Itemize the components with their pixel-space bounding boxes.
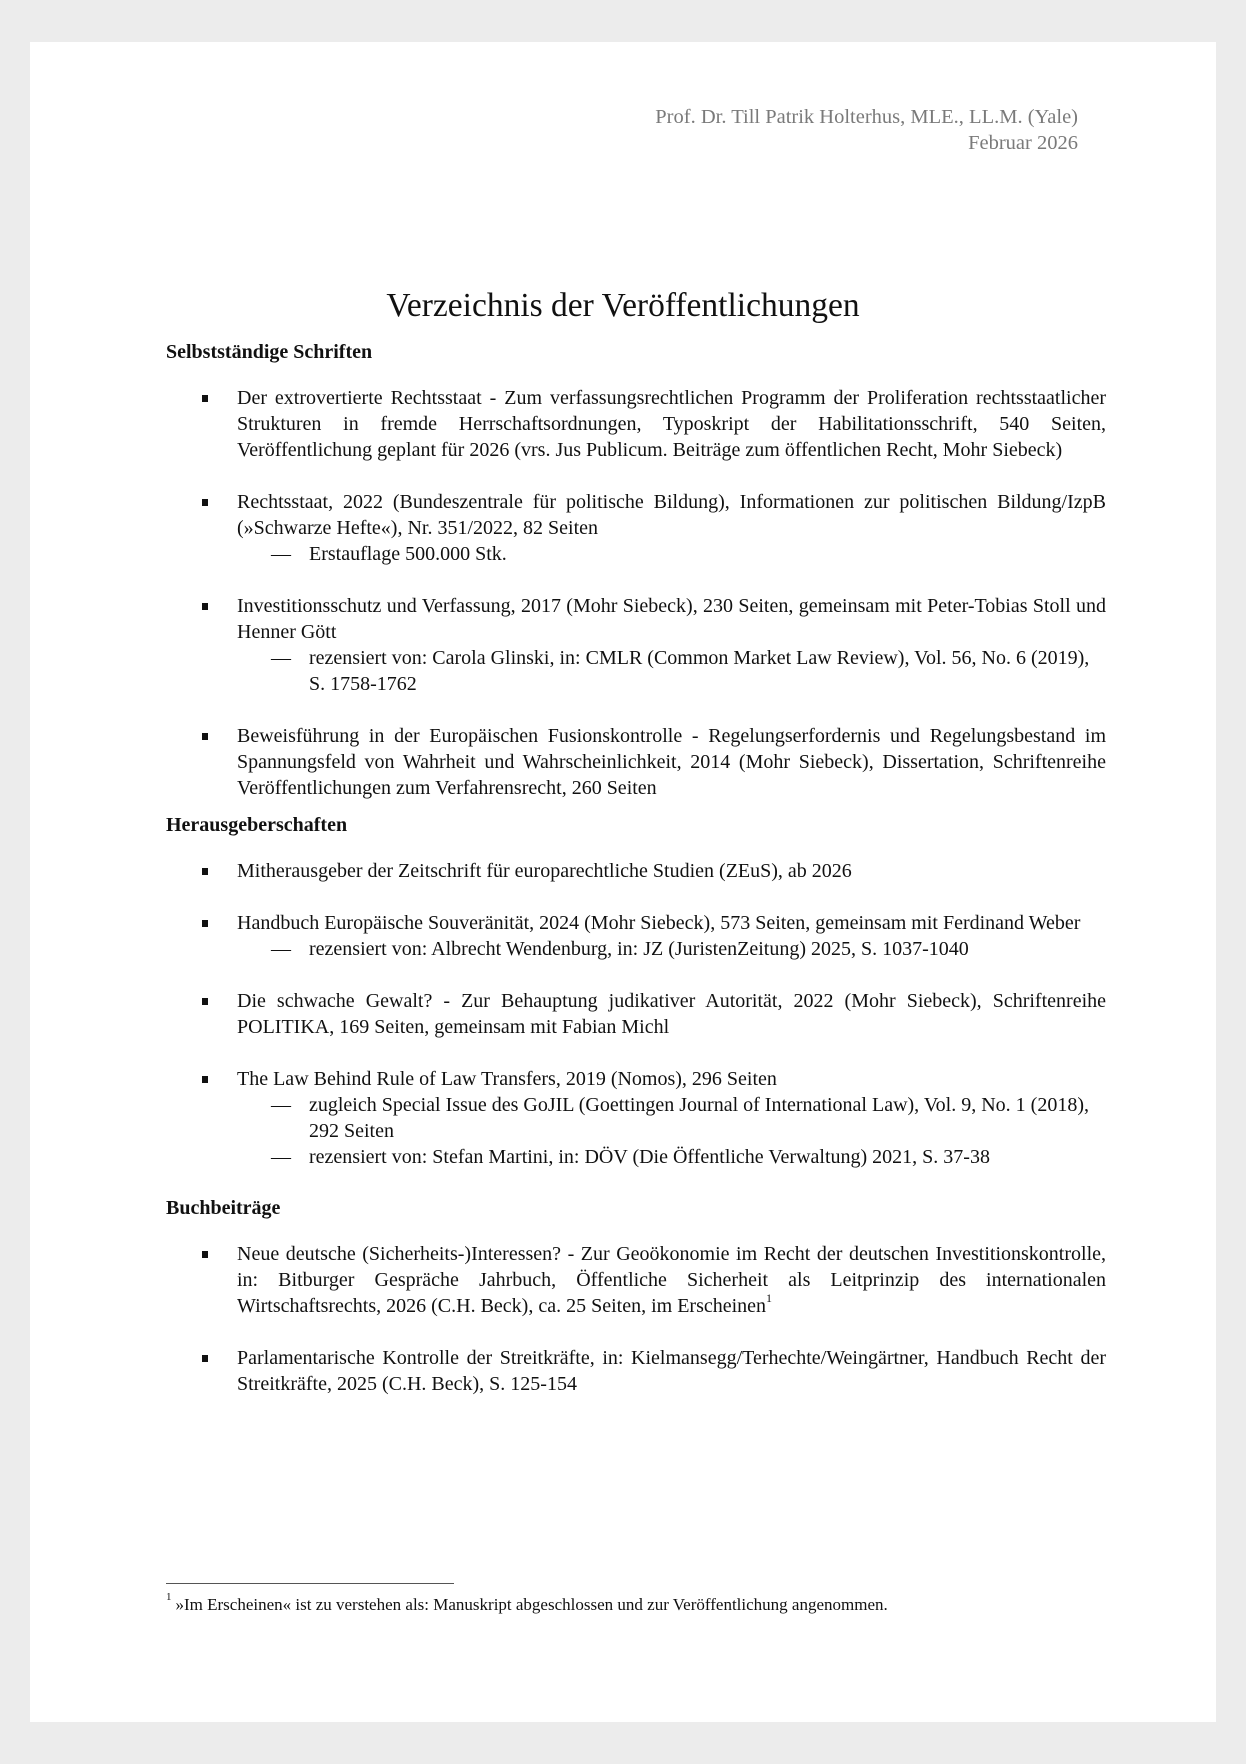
sub-item-text: zugleich Special Issue des GoJIL (Goettingen Journal of International Law), Vol. 9, No. 1 (2018), 292 Seiten	[309, 1094, 1089, 1142]
page-title: Verzeichnis der Veröffentlichungen	[386, 287, 860, 324]
item-text: Parlamentarische Kontrolle der Streitkräfte, in: Kielmansegg/Terhechte/Weingärtner, Handbuch Recht der Streitkräfte, 2025 (C.H. Beck), S. 125-154	[237, 1347, 1106, 1395]
em-dash-icon: —	[271, 543, 291, 565]
sub-item	[237, 1092, 1106, 1144]
bullet-icon	[202, 868, 208, 875]
list-item	[166, 858, 1106, 884]
page-header	[655, 104, 1078, 156]
section-heading: Selbstständige Schriften	[166, 341, 373, 363]
list-item	[166, 723, 1106, 801]
sub-item-text: Erstauflage 500.000 Stk.	[309, 543, 507, 565]
publication-list	[166, 385, 1106, 801]
sub-item	[237, 541, 1106, 567]
sub-item	[237, 645, 1106, 697]
list-item	[166, 593, 1106, 697]
bullet-icon	[202, 1355, 208, 1362]
list-item	[166, 385, 1106, 463]
list-item	[166, 910, 1106, 962]
item-text: Die schwache Gewalt? - Zur Behauptung judikativer Autorität, 2022 (Mohr Siebeck), Schriftenreihe POLITIKA, 169 Seiten, gemeinsam mit Fabian Michl	[237, 990, 1106, 1038]
bullet-icon	[202, 603, 208, 610]
item-text: The Law Behind Rule of Law Transfers, 2019 (Nomos), 296 Seiten	[237, 1068, 777, 1090]
section-herausgeberschaften	[166, 812, 1106, 1170]
document-page	[30, 42, 1216, 1722]
bullet-icon	[202, 1076, 208, 1083]
em-dash-icon: —	[271, 938, 291, 960]
list-item	[166, 1345, 1106, 1397]
footnote-text: »Im Erscheinen« ist zu verstehen als: Manuskript abgeschlossen und zur Veröffentlichung angenommen.	[175, 1595, 888, 1614]
section-selbststaendige-schriften	[166, 339, 1106, 801]
sub-item	[237, 1144, 1106, 1170]
list-item	[166, 489, 1106, 567]
em-dash-icon: —	[271, 1094, 291, 1116]
bullet-icon	[202, 395, 208, 402]
author-name: Prof. Dr. Till Patrik Holterhus, MLE., LL.M. (Yale)	[655, 106, 1078, 128]
item-text: Mitherausgeber der Zeitschrift für europarechtliche Studien (ZEuS), ab 2026	[237, 860, 852, 882]
sub-item	[237, 936, 1106, 962]
sub-item-text: rezensiert von: Stefan Martini, in: DÖV (Die Öffentliche Verwaltung) 2021, S. 37-38	[309, 1146, 990, 1168]
item-text: Investitionsschutz und Verfassung, 2017 (Mohr Siebeck), 230 Seiten, gemeinsam mit Peter-Tobias Stoll und Henner Gött	[237, 595, 1106, 643]
item-text: Rechtsstaat, 2022 (Bundeszentrale für politische Bildung), Informationen zur politischen Bildung/IzpB (»Schwarze Hefte«), Nr. 351/2022, 82 Seiten	[237, 491, 1106, 539]
item-text: Beweisführung in der Europäischen Fusionskontrolle - Regelungserfordernis und Regelungsbestand im Spannungsfeld von Wahrheit und Wahrscheinlichkeit, 2014 (Mohr Siebeck), Dissertation, Schriftenreihe Veröffentlichungen zum Verfahrensrecht, 260 Seiten	[237, 725, 1106, 799]
list-item	[166, 1066, 1106, 1170]
sub-item-text: rezensiert von: Albrecht Wendenburg, in: JZ (JuristenZeitung) 2025, S. 1037-1040	[309, 938, 969, 960]
footnote-number: 1	[166, 1591, 172, 1604]
publication-list	[166, 858, 1106, 1170]
em-dash-icon: —	[271, 1146, 291, 1168]
bullet-icon	[202, 1251, 208, 1258]
sub-item-text: rezensiert von: Carola Glinski, in: CMLR (Common Market Law Review), Vol. 56, No. 6 (2019), S. 1758-1762	[309, 647, 1090, 695]
section-heading: Buchbeiträge	[166, 1197, 281, 1219]
bullet-icon	[202, 920, 208, 927]
footnote-reference[interactable]: 1	[766, 1291, 773, 1306]
footnote	[166, 1591, 888, 1616]
item-text: Der extrovertierte Rechtsstaat - Zum verfassungsrechtlichen Programm der Proliferation rechtsstaatlicher Strukturen in fremde Herrschaftsordnungen, Typoskript der Habilitationsschrift, 540 Seiten, Veröffentlichung geplant für 2026 (vrs. Jus Publicum. Beiträge zum öffentlichen Recht, Mohr Siebeck)	[237, 387, 1106, 461]
bullet-icon	[202, 499, 208, 506]
bullet-icon	[202, 733, 208, 740]
publication-list	[166, 1241, 1106, 1397]
footnote-divider	[166, 1583, 454, 1584]
document-date: Februar 2026	[968, 132, 1078, 154]
item-text: Handbuch Europäische Souveränität, 2024 (Mohr Siebeck), 573 Seiten, gemeinsam mit Ferdinand Weber	[237, 912, 1081, 934]
em-dash-icon: —	[271, 647, 291, 669]
bullet-icon	[202, 998, 208, 1005]
list-item	[166, 1241, 1106, 1319]
section-heading: Herausgeberschaften	[166, 814, 348, 836]
item-text: Neue deutsche (Sicherheits-)Interessen? - Zur Geoökonomie im Recht der deutschen Investitionskontrolle, in: Bitburger Gespräche Jahrbuch, Öffentliche Sicherheit als Leitprinzip des internationalen Wirtschaftsrechts, 2026 (C.H. Beck), ca. 25 Seiten, im Erscheinen	[237, 1243, 1106, 1317]
list-item	[166, 988, 1106, 1040]
section-buchbeitraege	[166, 1195, 1106, 1397]
